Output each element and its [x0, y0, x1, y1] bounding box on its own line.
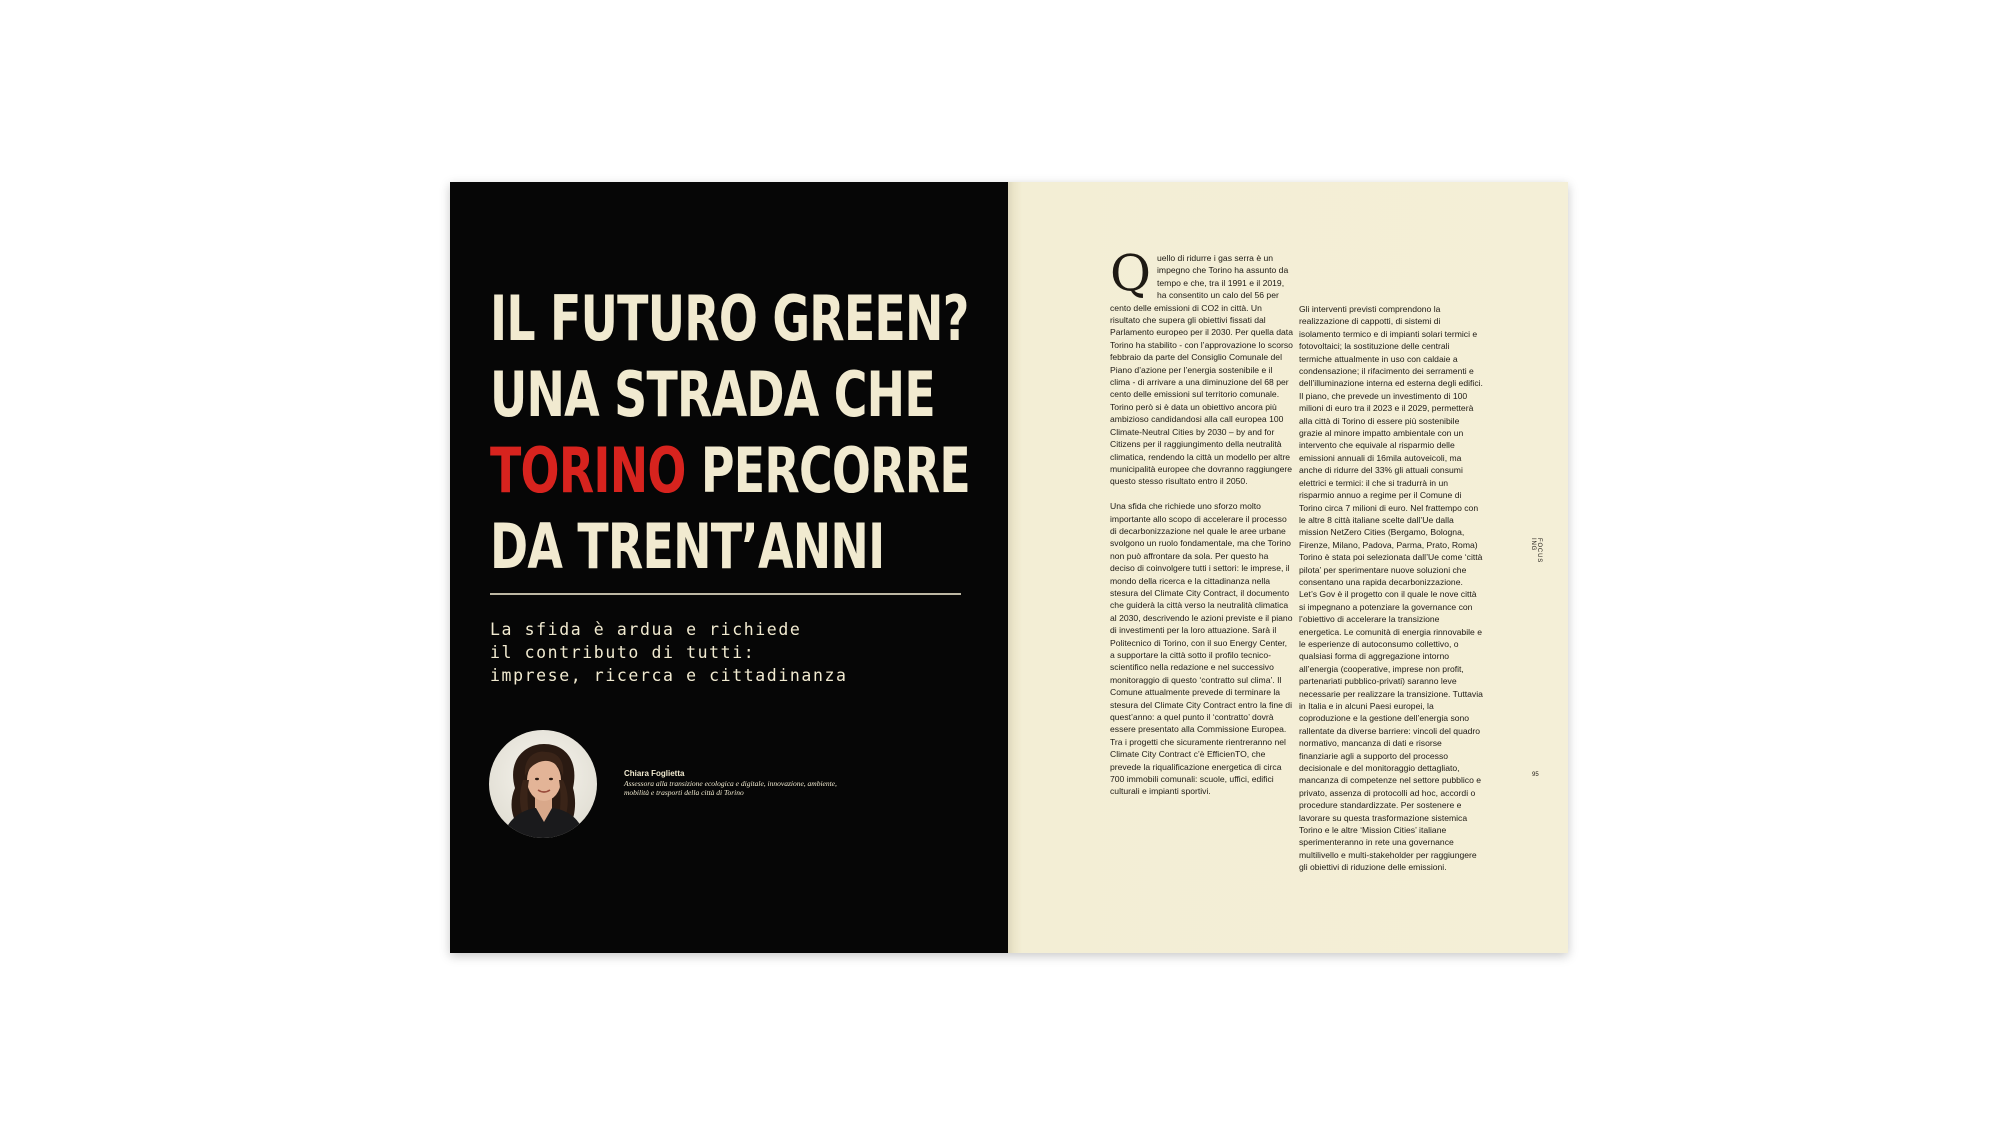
- magazine-spread: [450, 182, 1568, 953]
- body-paragraph-1: uello di ridurre i gas serra è un impegno che Torino ha assunto da tempo e che, tra il 1991 e il 2019, ha consentito un calo del 56 per cento delle emissioni di CO2 in città. Un risultato che supera gli obiettivi fissati dal Parlamento europeo per il 2030. Per quella data Torino ha stabilito - con l’approvazione lo scorso febbraio da parte del Consiglio Comunale del Piano d’azione per l’energia sostenibile e il clima - di arrivare a una diminuzione del 68 per cento delle emissioni sul territorio comunale. Torino però si è data un obiettivo ancora più ambizioso candidandosi alla call europea 100 Climate-Neutral Cities by 2030 – by and for Citizens per il raggiungimento della neutralità climatica, rendendo la città un modello per altre municipalità europee che dovranno raggiungere questo stesso risultato entro il 2050.: [1110, 253, 1293, 487]
- drop-cap: Q: [1110, 244, 1151, 302]
- subtitle-line-1: La sfida è ardua e richiede: [490, 620, 802, 639]
- section-label: FOCUS ING: [1530, 538, 1542, 563]
- body-paragraph-2: Una sfida che richiede uno sforzo molto importante allo scopo di accelerare il processo di decarbonizzazione nel quale le aree urbane svolgono un ruolo fondamentale, ma che Torino non può affrontare da sola. Per questo ha deciso di coinvolgere tutti i settori: le imprese, il mondo della ricerca e la cittadinanza nella stesura del Climate City Contract, il documento che guiderà la città verso la neutralità climatica al 2030, descrivendo le azioni previste e il piano di investimenti per la loro attuazione. Sarà il Politecnico di Torino, con il suo Energy Center, a supportare la città sotto il profilo tecnico-scientifico nella redazione e nel successivo monitoraggio di questo ‘contratto sul clima’. Il Comune attualmente prevede di terminare la stesura del Climate City Contract entro la fine di quest’anno: a quel punto il ‘contratto’ dovrà essere presentato alla Commissione Europea. Tra i progetti che sicuramente rientreranno nel Climate City Contract c’è EfficienTO, che prevede la riqualificazione energetica di circa 700 immobili comunali: scuole, uffici, edifici culturali e impianti sportivi.: [1110, 501, 1293, 797]
- headline-accent-word: TORINO: [490, 434, 686, 507]
- body-column-left: [1110, 244, 1294, 810]
- body-column-right: [1299, 303, 1483, 886]
- right-page: [1008, 182, 1568, 953]
- subtitle: [490, 618, 960, 687]
- headline-line-2: UNA STRADA CHE: [490, 358, 935, 431]
- author-avatar: [489, 730, 597, 838]
- headline-line-3-rest: PERCORRE: [685, 434, 970, 507]
- subtitle-line-2: il contributo di tutti:: [490, 643, 756, 662]
- author-role: Assessora alla transizione ecologica e digitale, innovazione, ambiente, mobilità e trasporti della città di Torino: [624, 779, 837, 797]
- headline-line-3: [490, 433, 970, 509]
- headline-line-4: DA TRENT’ANNI: [490, 510, 885, 583]
- left-page: [450, 182, 1008, 953]
- headline-divider: [490, 593, 961, 595]
- author-portrait-illustration: [489, 730, 597, 838]
- author-name: Chiara Foglietta: [624, 769, 685, 778]
- subtitle-line-3: imprese, ricerca e cittadinanza: [490, 666, 848, 685]
- page-number: 95: [1532, 772, 1539, 778]
- headline-line-1: IL FUTURO GREEN?: [490, 282, 969, 355]
- headline: [490, 281, 970, 585]
- body-paragraph-3: Gli interventi previsti comprendono la realizzazione di cappotti, di sistemi di isolamento termico e di impianti solari termici e fotovoltaici; la sostituzione delle centrali termiche attualmente in uso con caldaie a condensazione; il rifacimento dei serramenti e dell’illuminazione interna ed esterna degli edifici. Il piano, che prevede un investimento di 100 milioni di euro tra il 2023 e il 2029, permetterà alla città di Torino di essere più sostenibile grazie al minore impatto ambientale con un intervento che equivale al risparmio delle emissioni annuali di 16mila autoveicoli, ma anche di ridurre del 33% gli attuali consumi elettrici e termici: il che si tradurrà in un risparmio annuo a regime per il Comune di Torino circa 7 milioni di euro. Nel frattempo con le altre 8 città italiane scelte dall’Ue dalla mission NetZero Cities (Bergamo, Bologna, Firenze, Milano, Padova, Parma, Prato, Roma) Torino è stata poi selezionata dall’Ue come ‘città pilota’ per sperimentare nuove soluzioni che consentano una rapida decarbonizzazione. Let’s Gov è il progetto con il quale le nove città si impegnano a potenziare la governance con l’obiettivo di accelerare la transizione energetica. Le comunità di energia rinnovabile e le esperienze di autoconsumo collettivo, o qualsiasi forma di aggregazione intorno all’energia (cooperative, imprese non profit, partenariati pubblico-privati) saranno leve necessarie per realizzare la transizione. Tuttavia in Italia e in alcuni Paesi europei, la coproduzione e la gestione dell’energia sono rallentate da diverse barriere: vincoli del quadro normativo, mancanza di dati e risorse finanziarie agli a supporto del processo decisionale e del monitoraggio dettagliato, mancanza di competenze nel settore pubblico e privato, assenza di protocolli ad hoc, accordi o procedure standardizzate. Per sostenere e lavorare su questa trasformazione sistemica Torino e le altre ‘Mission Cities’ italiane sperimenteranno in rete una governance multilivello e multi-stakeholder per raggiungere gli obiettivi di riduzione delle emissioni.: [1299, 304, 1483, 873]
